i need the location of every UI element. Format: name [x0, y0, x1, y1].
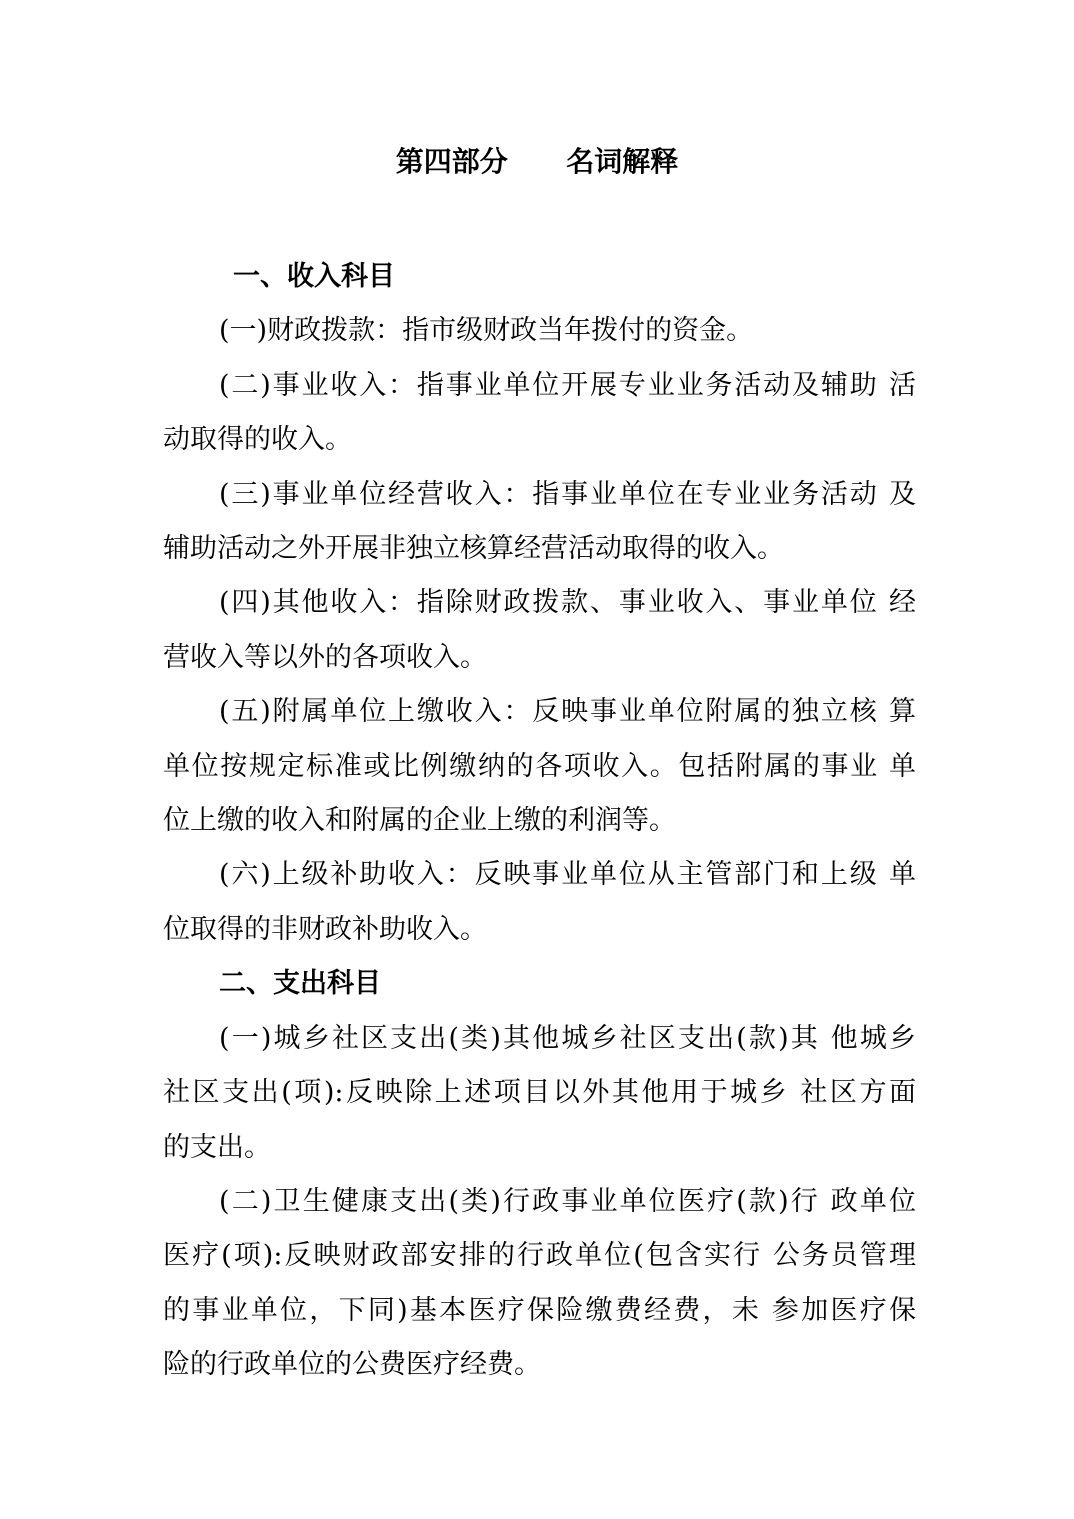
paragraph-income-5 [163, 685, 916, 848]
paragraph-income-4 [163, 576, 916, 685]
text-line: 位取得的非财政补助收入。 [163, 913, 487, 945]
text-line: (三)事业单位经营收入：指事业单位在专业业务活动 及 [219, 478, 916, 510]
section-heading-expenditure: 二、支出科目 [219, 968, 381, 1000]
text-line: (一)财政拨款：指市级财政当年拨付的资金。 [219, 315, 754, 347]
text-line: 单位按规定标准或比例缴纳的各项收入。包括附属的事业 单 [163, 750, 916, 782]
document-body [163, 250, 916, 1393]
text-line: 位上缴的收入和附属的企业上缴的利润等。 [163, 805, 676, 837]
text-line: (五)附属单位上缴收入：反映事业单位附属的独立核 算 [219, 696, 916, 728]
paragraph-expenditure-1 [163, 1012, 916, 1175]
paragraph-income-1 [163, 304, 916, 358]
text-line: (四)其他收入：指除财政拨款、事业收入、事业单位 经 [219, 587, 916, 619]
text-line: 社区支出(项):反映除上述项目以外其他用于城乡 社区方面 [163, 1077, 916, 1109]
paragraph-income-3 [163, 468, 916, 577]
paragraph-income-6 [163, 848, 916, 957]
text-line: 的事业单位，下同)基本医疗保险缴费经费，未 参加医疗保 [163, 1294, 916, 1326]
text-line: (一)城乡社区支出(类)其他城乡社区支出(款)其 他城乡 [219, 1022, 916, 1054]
paragraph-expenditure-2 [163, 1175, 916, 1393]
text-line: 的支出。 [163, 1131, 271, 1163]
text-line: 险的行政单位的公费医疗经费。 [163, 1349, 541, 1381]
text-line: (二)卫生健康支出(类)行政事业单位医疗(款)行 政单位 [219, 1185, 916, 1217]
section-heading-income: 一、收入科目 [233, 261, 395, 292]
text-line: (六)上级补助收入：反映事业单位从主管部门和上级 单 [219, 859, 916, 891]
text-line: 动取得的收入。 [163, 424, 352, 456]
text-line: (二)事业收入：指事业单位开展专业业务活动及辅助 活 [219, 369, 916, 401]
text-line: 医疗(项):反映财政部安排的行政单位(包含实行 公务员管理 [163, 1240, 916, 1272]
paragraph-income-2 [163, 359, 916, 468]
text-line: 辅助活动之外开展非独立核算经营活动取得的收入。 [163, 533, 784, 565]
page-title: 第四部分 名词解释 [395, 145, 679, 178]
text-line: 营收入等以外的各项收入。 [163, 641, 487, 673]
